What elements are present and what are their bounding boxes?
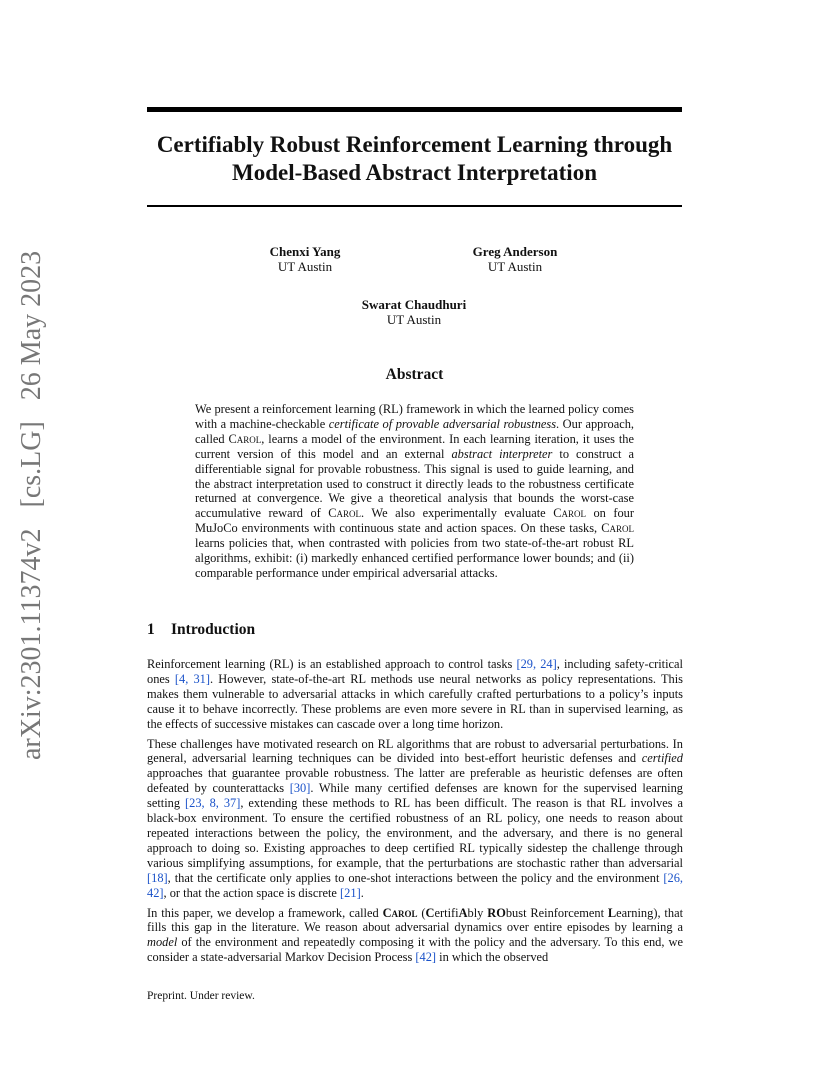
citation-link[interactable]: [30]: [289, 781, 311, 796]
author-affiliation: UT Austin: [487, 259, 543, 274]
carol-name: Carol: [328, 506, 362, 521]
arxiv-stamp: [14, 250, 50, 760]
abstract-run: We present a reinforcement learning (RL) framework in which the learned policy comes with a machine-checkable: [195, 402, 634, 431]
arxiv-id[interactable]: arXiv:2301.11374v2: [16, 528, 47, 760]
author-name: Swarat Chaudhuri: [361, 297, 467, 312]
citation-link[interactable]: [4, 31]: [174, 671, 210, 686]
paragraph: [147, 657, 683, 732]
abstract-emphasis: certificate of provable adversarial robustness: [328, 416, 557, 431]
text-run: , that the certificate only applies to one-shot interactions between the policy and the environment: [167, 870, 664, 885]
abstract-run: on four MuJoCo environments with continuous state and action spaces. On these tasks,: [195, 506, 634, 536]
citation-link[interactable]: [21]: [340, 885, 361, 900]
abstract-run: , learns a model of the environment. In each learning iteration, it uses the current version of this model and an external: [195, 431, 634, 461]
text-run: These challenges have motivated research on RL algorithms that are robust to adversarial perturbations. In general, adversarial learning techniques can be divided into best-effort heuristic defenses and: [147, 736, 683, 766]
author-name: Chenxi Yang: [269, 244, 341, 259]
arxiv-category: [cs.LG]: [16, 421, 47, 508]
acronym-letter: L: [607, 905, 617, 920]
abstract-run: to construct a differentiable signal for provable robustness. This signal is used to guide learning, and the abstract interpretation used to construct it directly leads to the robustness certificate returned at convergence. We give a theoretical analysis that bounds the worst-case accumulative reward of: [195, 446, 635, 521]
paper-title: [147, 131, 682, 187]
text-run: in which the observed: [436, 950, 549, 965]
arxiv-date: 26 May 2023: [16, 250, 47, 401]
carol-name: Carol: [553, 506, 586, 521]
title-line-2: Model-Based Abstract Interpretation: [232, 160, 597, 185]
text-run: . However, state-of-the-art RL methods use neural networks as policy representations. This makes them vulnerable to adversarial attacks in which carefully crafted perturbations to a policy’s inputs cause it to behave incorrectly. These problems are even more severe in RL than in supervised learning, as the effects of successive mistakes can cascade over a long time horizon.: [147, 671, 683, 731]
text-run: approaches that guarantee provable robustness. The latter are preferable as heuristic defenses are often defeated by counterattacks: [147, 766, 683, 796]
text-run: Reinforcement learning (RL) is an established approach to control tasks: [147, 657, 517, 671]
paragraph: [147, 737, 683, 901]
citation-link[interactable]: [42]: [415, 950, 437, 965]
emphasis: certified: [641, 751, 683, 766]
citation-link[interactable]: [23, 8, 37]: [185, 796, 241, 811]
text-run: . While many certified defenses are known for the supervised learning setting: [147, 781, 683, 811]
abstract-run: . We also experimentally evaluate: [361, 506, 554, 521]
text-run: , extending these methods to RL has been difficult. The reason is that RL involves a black-box environment. To ensure the certified robustness of an RL policy, one needs to reason about repeated interactions between the policy, the environment, and the adversary, and there is no general approach to doing so. Existing approaches to deep certified RL typically sidestep the challenge through various simplifying assumptions, for example, that the perturbations are stochastic rather than adversarial: [147, 796, 684, 870]
text-run: of the environment and repeatedly composing it with the policy and the adversary. To this end, we consider a state-adversarial Markov Decision Process: [147, 935, 683, 965]
section-heading: [147, 621, 255, 639]
title-bottom-rule: [147, 205, 682, 207]
section-title: Introduction: [171, 621, 256, 638]
text-run: ertifi: [434, 905, 459, 920]
abstract-run: learns policies that, when contrasted with policies from two state-of-the-art robust RL algorithms, exhibit: (i) markedly enhanced certified performance lower bounds; and (ii) comparable performance under empirical adversarial attacks.: [195, 536, 634, 580]
author-affiliation: UT Austin: [386, 312, 442, 327]
paragraph: [147, 906, 683, 966]
abstract-run: . Our approach, called: [195, 416, 634, 446]
author-block: [349, 297, 479, 327]
title-line-1: Certifiably Robust Reinforcement Learning through: [156, 132, 673, 157]
author-name: Greg Anderson: [472, 244, 558, 259]
author-block: [240, 244, 370, 274]
acronym-letter: C: [425, 905, 435, 920]
acronym-letter: RO: [487, 905, 506, 920]
text-run: bly: [467, 905, 488, 920]
title-top-rule: [147, 107, 682, 112]
abstract-text: [195, 402, 634, 581]
acronym-letter: A: [458, 905, 468, 920]
text-run: bust Reinforcement: [505, 905, 608, 920]
citation-link[interactable]: [18]: [147, 870, 168, 885]
abstract-emphasis: abstract interpreter: [451, 446, 553, 461]
emphasis: model: [147, 935, 178, 950]
footer-note: Preprint. Under review.: [147, 990, 255, 1002]
carol-name: Carol: [601, 521, 634, 536]
section-number: 1: [147, 621, 155, 638]
text-run: earning), that fills this gap in the literature. We reason about adversarial dynamics over entire episodes by learning a: [147, 905, 684, 935]
citation-link[interactable]: [29, 24]: [516, 657, 557, 671]
citation-link[interactable]: [26, 42]: [147, 870, 683, 900]
carol-name: Carol: [228, 431, 262, 446]
text-run: , including safety-critical ones: [147, 657, 684, 686]
text-run: In this paper, we develop a framework, called: [147, 905, 383, 920]
intro-body: [147, 657, 683, 970]
author-affiliation: UT Austin: [277, 259, 333, 274]
abstract-heading: Abstract: [385, 366, 444, 383]
author-block: [450, 244, 580, 274]
text-run: .: [360, 885, 364, 900]
text-run: (: [417, 905, 426, 920]
carol-name: Carol: [382, 905, 418, 920]
text-run: , or that the action space is discrete: [163, 885, 341, 900]
